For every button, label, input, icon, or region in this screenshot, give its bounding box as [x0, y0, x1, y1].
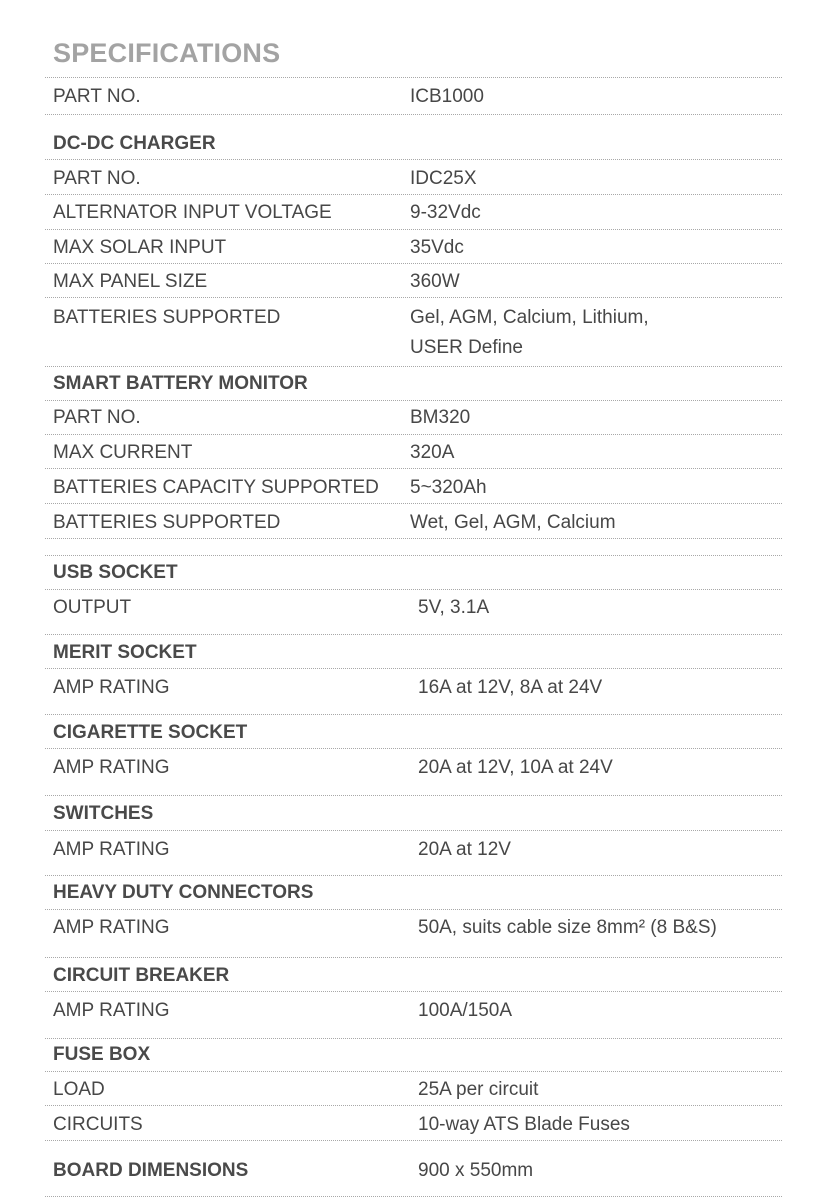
spec-value: 16A at 12V, 8A at 24V	[418, 677, 603, 698]
spec-value: 5~320Ah	[410, 477, 487, 498]
spec-value: 360W	[410, 271, 460, 292]
row-divider	[45, 668, 782, 669]
spec-value: IDC25X	[410, 168, 477, 189]
spec-label: BATTERIES SUPPORTED	[53, 307, 281, 328]
row-divider	[45, 114, 782, 115]
section-heading: CIGARETTE SOCKET	[53, 722, 248, 743]
row-divider	[45, 875, 782, 876]
row-divider	[45, 468, 782, 469]
spec-label: AMP RATING	[53, 677, 170, 698]
spec-value: 10-way ATS Blade Fuses	[418, 1114, 630, 1135]
row-divider	[45, 159, 782, 160]
spec-label: PART NO.	[53, 407, 141, 428]
section-heading: MERIT SOCKET	[53, 642, 197, 663]
section-heading: FUSE BOX	[53, 1044, 151, 1065]
row-divider	[45, 909, 782, 910]
spec-label: MAX PANEL SIZE	[53, 271, 208, 292]
spec-value: 25A per circuit	[418, 1079, 539, 1100]
page-title: SPECIFICATIONS	[53, 38, 281, 68]
spec-value: 100A/150A	[418, 1000, 513, 1021]
spec-value: Wet, Gel, AGM, Calcium	[410, 512, 616, 533]
spec-value: 320A	[410, 442, 455, 463]
row-divider	[45, 297, 782, 298]
row-divider	[45, 957, 782, 958]
spec-label: AMP RATING	[53, 757, 170, 778]
section-heading: SMART BATTERY MONITOR	[53, 373, 308, 394]
spec-value: 35Vdc	[410, 237, 464, 258]
spec-label: PART NO.	[53, 86, 141, 107]
spec-value: 9-32Vdc	[410, 202, 481, 223]
row-divider	[45, 366, 782, 367]
spec-value: 20A at 12V	[418, 839, 511, 860]
row-divider	[45, 830, 782, 831]
row-divider	[45, 1071, 782, 1072]
spec-label: LOAD	[53, 1079, 105, 1100]
spec-value-continued: USER Define	[410, 337, 523, 358]
section-heading: DC-DC CHARGER	[53, 133, 216, 154]
row-divider	[45, 400, 782, 401]
row-divider	[45, 714, 782, 715]
section-heading: BOARD DIMENSIONS	[53, 1160, 249, 1181]
row-divider	[45, 634, 782, 635]
spec-label: AMP RATING	[53, 839, 170, 860]
spec-label: AMP RATING	[53, 1000, 170, 1021]
section-heading: SWITCHES	[53, 803, 154, 824]
spec-label: BATTERIES SUPPORTED	[53, 512, 281, 533]
row-divider	[45, 991, 782, 992]
row-divider	[45, 434, 782, 435]
spec-value: Gel, AGM, Calcium, Lithium,	[410, 307, 649, 328]
row-divider	[45, 1105, 782, 1106]
row-divider	[45, 589, 782, 590]
row-divider	[45, 538, 782, 539]
spec-value: 20A at 12V, 10A at 24V	[418, 757, 613, 778]
row-divider	[45, 77, 782, 78]
spec-value: 900 x 550mm	[418, 1160, 534, 1181]
section-heading: CIRCUIT BREAKER	[53, 965, 230, 986]
section-heading: HEAVY DUTY CONNECTORS	[53, 882, 314, 903]
spec-label: BATTERIES CAPACITY SUPPORTED	[53, 477, 379, 498]
row-divider	[45, 795, 782, 796]
spec-value: 50A, suits cable size 8mm² (8 B&S)	[418, 917, 717, 938]
section-heading: USB SOCKET	[53, 562, 178, 583]
spec-label: MAX SOLAR INPUT	[53, 237, 227, 258]
spec-label: OUTPUT	[53, 597, 132, 618]
spec-value: ICB1000	[410, 86, 484, 107]
row-divider	[45, 1038, 782, 1039]
spec-value: 5V, 3.1A	[418, 597, 490, 618]
spec-label: PART NO.	[53, 168, 141, 189]
spec-label: MAX CURRENT	[53, 442, 193, 463]
row-divider	[45, 503, 782, 504]
spec-value: BM320	[410, 407, 471, 428]
spec-label: AMP RATING	[53, 917, 170, 938]
spec-label: CIRCUITS	[53, 1114, 143, 1135]
row-divider	[45, 1140, 782, 1141]
row-divider	[45, 263, 782, 264]
row-divider	[45, 748, 782, 749]
row-divider	[45, 1196, 782, 1197]
row-divider	[45, 229, 782, 230]
row-divider	[45, 555, 782, 556]
row-divider	[45, 194, 782, 195]
spec-label: ALTERNATOR INPUT VOLTAGE	[53, 202, 332, 223]
